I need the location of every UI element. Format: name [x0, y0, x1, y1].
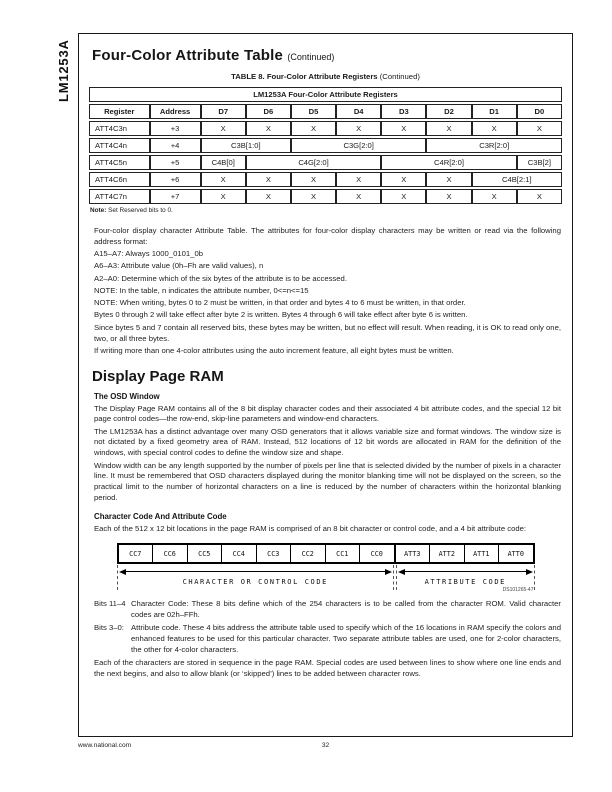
- bit-definition: [94, 623, 561, 655]
- paragraph: If writing more than one 4-color attributes using the auto increment feature, all eight bytes must be written.: [94, 345, 454, 355]
- bit-field-row: [117, 543, 535, 564]
- address-cell: +6: [150, 172, 201, 187]
- section-title: [92, 47, 562, 64]
- figure-span-arrows: [117, 565, 535, 590]
- bit-cell: C4R[2:0]: [381, 155, 516, 170]
- arrowhead-left-icon: [119, 569, 126, 575]
- bit-range-text: Attribute code. These 4 bits address the attribute table used to specify which of the 16 locations in RAM specify the colors and enhanced features to be used for this particular character. Two separate attribute tables are used, one for 2-color characters, the other for 4-color characters.: [131, 622, 561, 654]
- page-number: 32: [321, 742, 330, 749]
- bit-cell: X: [517, 189, 562, 204]
- bit-cell-att0: ATT0: [498, 545, 533, 562]
- table-caption-continued: (Continued): [379, 72, 420, 81]
- bit-cell: X: [381, 189, 426, 204]
- bit-cell-att1: ATT1: [464, 545, 499, 562]
- bit-cell: X: [472, 121, 517, 136]
- col-header-d1: D1: [472, 104, 517, 119]
- table-caption: [89, 72, 562, 81]
- table-title: LM1253A Four-Color Attribute Registers: [89, 87, 562, 102]
- register-cell: ATT4C6n: [89, 172, 150, 187]
- attribute-code-label: ATTRIBUTE CODE: [424, 577, 506, 586]
- section-title-continued: (Continued): [287, 52, 335, 62]
- bit-cell-cc1: CC1: [325, 545, 360, 562]
- attribute-table-body: [89, 226, 562, 357]
- address-cell: +3: [150, 121, 201, 136]
- bit-cell-cc6: CC6: [152, 545, 187, 562]
- col-header-d5: D5: [291, 104, 336, 119]
- table-row: [89, 121, 562, 136]
- paragraph: The Display Page RAM contains all of the 8 bit display character codes and their associated 4 bit attribute codes, and the special 12 bit page control codes—the row-end, skip-line parameters and window-end characters.: [94, 403, 561, 424]
- table-note: [90, 207, 562, 214]
- bit-cell: X: [291, 121, 336, 136]
- character-code-span: [117, 565, 395, 590]
- bit-cell-cc7: CC7: [129, 549, 142, 558]
- col-header-d2: D2: [426, 104, 471, 119]
- col-header-d0: D0: [517, 104, 562, 119]
- register-cell: ATT4C7n: [89, 189, 150, 204]
- bit-cell: X: [517, 121, 562, 136]
- bit-cell: C3G[2:0]: [291, 138, 426, 153]
- arrow-shaft: [405, 571, 525, 572]
- paragraph: NOTE: When writing, bytes 0 to 2 must be written, in that order and bytes 4 to 6 must be written, in that order.: [94, 298, 466, 308]
- bit-cell: X: [246, 121, 291, 136]
- bit-cell: X: [291, 172, 336, 187]
- arrowhead-right-icon: [526, 569, 533, 575]
- bit-cell: X: [201, 172, 246, 187]
- arrowhead-left-icon: [398, 569, 405, 575]
- bit-cell: X: [201, 121, 246, 136]
- bit-cell: C3B[2]: [517, 155, 562, 170]
- col-header-d4: D4: [336, 104, 381, 119]
- attribute-register-table: [89, 85, 562, 206]
- display-page-ram-heading: Display Page RAM: [92, 367, 224, 385]
- bit-cell-att3: ATT3: [394, 545, 430, 562]
- bit-cell: X: [336, 189, 381, 204]
- bit-cell: X: [246, 172, 291, 187]
- paragraph: A15–A7: Always 1000_0101_0b: [94, 249, 203, 259]
- bit-cell: X: [201, 189, 246, 204]
- bit-cell: C4G[2:0]: [246, 155, 381, 170]
- bit-definitions: [89, 599, 562, 655]
- table-row: [89, 138, 562, 153]
- bit-cell: C4B[0]: [201, 155, 246, 170]
- address-cell: +5: [150, 155, 201, 170]
- bit-cell: X: [381, 121, 426, 136]
- bit-cell: X: [426, 121, 471, 136]
- bit-range-label: Bits 3–0:: [94, 622, 124, 632]
- table-row: [89, 155, 562, 170]
- address-cell: +4: [150, 138, 201, 153]
- bit-cell-att2: ATT2: [429, 545, 464, 562]
- figure-id: DS101265-47: [502, 586, 534, 593]
- register-cell: ATT4C5n: [89, 155, 150, 170]
- closing-paragraph-wrap: [89, 658, 562, 680]
- bit-field-figure: [117, 543, 535, 593]
- osd-window-heading: The OSD Window: [94, 391, 160, 401]
- content-frame: [78, 33, 573, 737]
- bit-definition: [94, 599, 561, 621]
- col-header-d7: D7: [201, 104, 246, 119]
- arrowhead-right-icon: [385, 569, 392, 575]
- bit-cell: X: [291, 189, 336, 204]
- character-code-label: CHARACTER OR CONTROL CODE: [182, 577, 328, 586]
- note-text: Set Reserved bits to 0.: [108, 207, 173, 214]
- paragraph: A6–A3: Attribute value (0h–Fh are valid values), n: [94, 261, 264, 271]
- address-cell: +7: [150, 189, 201, 204]
- osd-window-section: [89, 392, 562, 535]
- register-cell: ATT4C3n: [89, 121, 150, 136]
- table-title-row: [89, 87, 562, 102]
- arrow-shaft: [126, 571, 386, 572]
- character-code-heading: Character Code And Attribute Code: [94, 511, 227, 521]
- col-header-d6: D6: [246, 104, 291, 119]
- bit-cell: X: [381, 172, 426, 187]
- bit-cell: X: [426, 189, 471, 204]
- col-header-address: Address: [150, 104, 201, 119]
- paragraph: Four-color display character Attribute Table. The attributes for four-color display characters may be written or read via the following address format:: [94, 226, 561, 246]
- bit-cell: C4B[2:1]: [472, 172, 562, 187]
- table-row: [89, 172, 562, 187]
- table-caption-text: TABLE 8. Four-Color Attribute Registers: [231, 72, 378, 81]
- paragraph: Since bytes 5 and 7 contain all reserved bits, these bytes may be written, but no effect will result. When reading, it is OK to read only one, two, or all three bytes.: [94, 322, 561, 343]
- bit-cell: X: [336, 172, 381, 187]
- section-title-text: Four-Color Attribute Table: [92, 47, 284, 64]
- bit-cell: X: [246, 189, 291, 204]
- bit-cell: C3B[1:0]: [201, 138, 291, 153]
- bit-cell: X: [472, 189, 517, 204]
- bit-cell-cc2: CC2: [290, 545, 325, 562]
- bit-cell: C3R[2:0]: [426, 138, 562, 153]
- bit-cell-cc0: CC0: [359, 545, 394, 562]
- bit-cell: X: [426, 172, 471, 187]
- paragraph: Window width can be any length supported by the number of pixels per line that is selected divided by the number of pixels in a character line. It must be remembered that OSD characters displayed during the monitor blanking time will not be displayed on the screen, so the practical limit to the number of horizontal characters on a line is reduced by the number of characters within the horizontal blanking period.: [94, 460, 561, 502]
- paragraph: NOTE: In the table, n indicates the attribute number, 0<=n<=15: [94, 285, 309, 295]
- bit-range-label: Bits 11–4: [94, 598, 126, 608]
- table-header-row: [89, 104, 562, 119]
- bit-range-text: Character Code: These 8 bits define which of the 254 characters is to be called from the character ROM. Valid character codes are 02h–FFh.: [131, 598, 561, 619]
- side-part-number: LM1253A: [56, 39, 71, 102]
- bit-cell-cc4: CC4: [221, 545, 256, 562]
- register-cell: ATT4C4n: [89, 138, 150, 153]
- page-footer: [78, 742, 573, 754]
- bit-cell: X: [336, 121, 381, 136]
- table-row: [89, 189, 562, 204]
- bit-cell-cc3: CC3: [256, 545, 291, 562]
- note-label: Note:: [90, 207, 107, 214]
- col-header-register: Register: [89, 104, 150, 119]
- paragraph: Each of the 512 x 12 bit locations in the page RAM is comprised of an 8 bit character or control code, and a 4 bit attribute code:: [94, 523, 527, 533]
- paragraph: The LM1253A has a distinct advantage over many OSD generators that it allows variable size and format windows. The window size is not dictated by a fixed geometry area of RAM. Instead, 512 locations of 12 bit words are allocated in RAM for the definition of the windows, with special control codes to define the window size and shape.: [94, 426, 561, 458]
- paragraph: A2–A0: Determine which of the six bytes of the attribute is to be accessed.: [94, 273, 347, 283]
- footer-website: www.national.com: [78, 742, 132, 749]
- paragraph: Bytes 0 through 2 will take effect after byte 2 is written. Bytes 4 through 6 will take effect after byte 6 is written.: [94, 310, 468, 320]
- paragraph: Each of the characters are stored in sequence in the page RAM. Special codes are used between lines to show where one line ends and the next begins, and also to allow blank (or ‘skipped’) lines to be added between character rows.: [94, 657, 561, 678]
- bit-cell-cc5: CC5: [187, 545, 222, 562]
- col-header-d3: D3: [381, 104, 426, 119]
